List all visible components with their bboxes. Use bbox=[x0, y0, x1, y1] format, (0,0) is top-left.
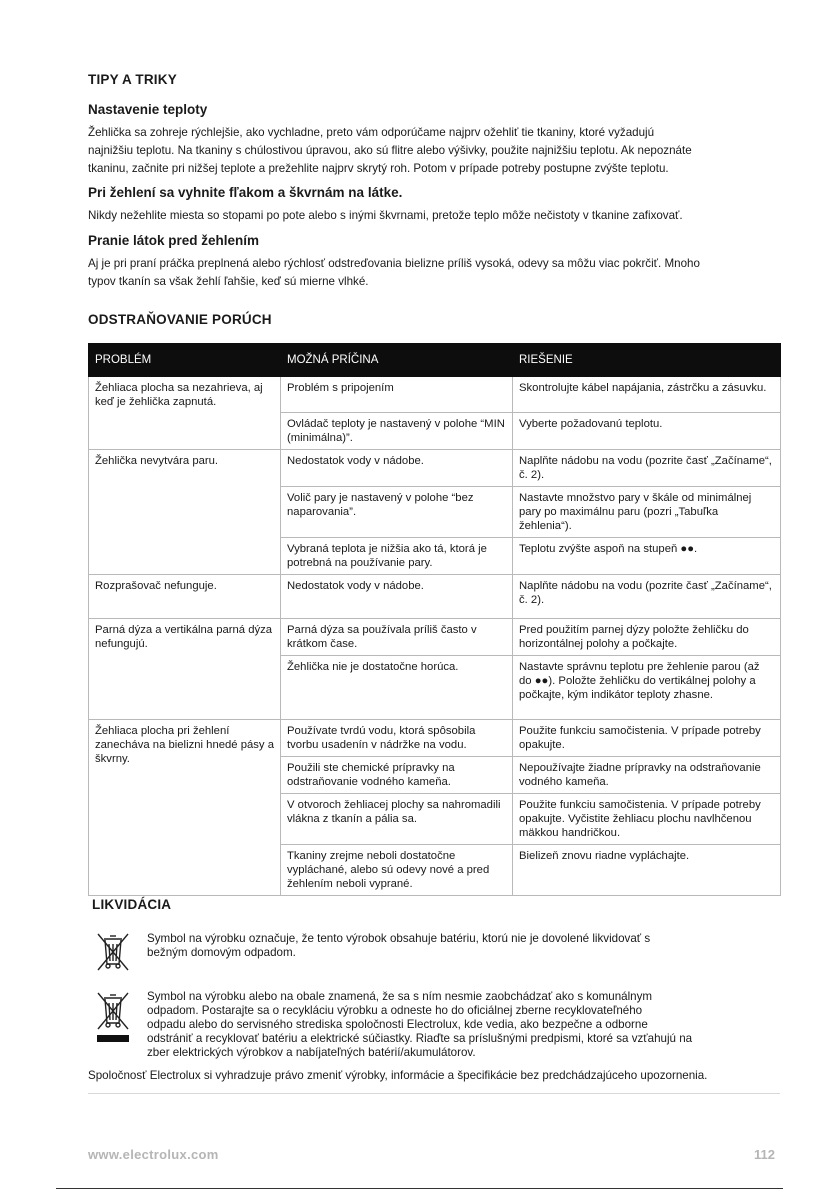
crossed-bin-icon bbox=[96, 931, 130, 976]
text-line: Žehlička sa zohreje rýchlejšie, ako vychladne, preto vám odporúčame najprv ožehliť tie tkaniny, ktoré vyžadujú bbox=[88, 126, 655, 139]
disposal-text-battery bbox=[147, 932, 777, 960]
section-title-washing: Pranie látok pred žehlením bbox=[88, 233, 260, 248]
disposal-heading: LIKVIDÁCIA bbox=[92, 897, 172, 912]
text-line: typov tkanín sa však žehlí ľahšie, keď sú mierne vlhké. bbox=[88, 275, 369, 288]
cause-cell: Používate tvrdú vodu, ktorá spôsobila tvorbu usadenín v nádržke na vodu. bbox=[281, 720, 513, 757]
table-row bbox=[89, 377, 781, 413]
cause-cell: Tkaniny zrejme neboli dostatočne vypláchané, alebo sú odevy nové a pred žehlením neboli vyprané. bbox=[281, 845, 513, 896]
solution-cell: Naplňte nádobu na vodu (pozrite časť „Začíname“, č. 2). bbox=[513, 450, 781, 487]
text-line: Symbol na výrobku označuje, že tento výrobok obsahuje batériu, ktorú nie je dovolené likvidovať s bbox=[147, 932, 651, 945]
cause-cell: Parná dýza sa používala príliš často v krátkom čase. bbox=[281, 619, 513, 656]
divider bbox=[88, 1093, 780, 1094]
solution-cell: Naplňte nádobu na vodu (pozrite časť „Začíname“, č. 2). bbox=[513, 575, 781, 619]
solution-cell: Použite funkciu samočistenia. V prípade potreby opakujte. Vyčistite žehliacu plochu navlhčenou mäkkou handričkou. bbox=[513, 794, 781, 845]
cause-cell: Žehlička nie je dostatočne horúca. bbox=[281, 656, 513, 720]
troubleshooting-heading: ODSTRAŇOVANIE PORÚCH bbox=[88, 312, 272, 327]
text-line: Aj je pri praní práčka preplnená alebo rýchlosť odstreďovania bielizne príliš vysoká, odevy sa môžu viac pokrčiť. Mnoho bbox=[88, 257, 700, 270]
cause-cell: V otvoroch žehliacej plochy sa nahromadili vlákna z tkanín a pália sa. bbox=[281, 794, 513, 845]
text-line: Nikdy nežehlite miesta so stopami po pote alebo s inými škvrnami, pretože teplo môže nečistoty v tkanine zafixovať. bbox=[88, 209, 683, 222]
section-body-temperature bbox=[88, 124, 778, 178]
text-line: Symbol na výrobku alebo na obale znamená, že sa s ním nesmie zaobchádzať ako s komunálnym bbox=[147, 990, 653, 1003]
section-title-stains: Pri žehlení sa vyhnite fľakom a škvrnám na látke. bbox=[88, 185, 403, 200]
problem-cell: Parná dýza a vertikálna parná dýza nefungujú. bbox=[89, 619, 281, 720]
solution-text: Nastavte správnu teplotu pre žehlenie parou (až do bbox=[519, 661, 760, 687]
table-header-row bbox=[89, 344, 781, 377]
text-line: odstrániť a recyklovať batériu a elektrické súčiastky. Riaďte sa príslušnými predpismi, ktoré sa vzťahujú na bbox=[147, 1032, 693, 1045]
bottom-rule bbox=[56, 1188, 783, 1189]
solution-cell: Pred použitím parnej dýzy položte žehličku do horizontálnej polohy a počkajte. bbox=[513, 619, 781, 656]
solution-cell: Nepoužívajte žiadne prípravky na odstraňovanie vodného kameňa. bbox=[513, 757, 781, 794]
cause-cell: Ovládač teploty je nastavený v polohe “MIN (minimálna)”. bbox=[281, 413, 513, 450]
cause-cell: Nedostatok vody v nádobe. bbox=[281, 450, 513, 487]
troubleshooting-table bbox=[88, 343, 781, 896]
cause-cell: Nedostatok vody v nádobe. bbox=[281, 575, 513, 619]
column-header-problem: PROBLÉM bbox=[89, 344, 281, 377]
text-line: tkaninu, začnite pri nižšej teplote a prežehlite najprv skrytý roh. Potom v prípade potreby postupne zvýšte teplotu. bbox=[88, 162, 669, 175]
page-number: 112 bbox=[754, 1147, 775, 1162]
column-header-cause: MOŽNÁ PRÍČINA bbox=[281, 344, 513, 377]
text-line: odpadom. Postarajte sa o recykláciu výrobku a odneste ho do oficiálnej zberne recyklovateľného bbox=[147, 1004, 643, 1017]
cause-cell: Problém s pripojením bbox=[281, 377, 513, 413]
crossed-bin-bar-icon bbox=[96, 990, 130, 1049]
problem-cell: Žehliaca plocha sa nezahrieva, aj keď je žehlička zapnutá. bbox=[89, 377, 281, 450]
disclaimer: Spoločnosť Electrolux si vyhradzuje právo zmeniť výrobky, informácie a špecifikácie bez predchádzajúceho upozornenia. bbox=[88, 1069, 708, 1082]
solution-text-rest: ). Položte žehličku do vertikálnej polohy a počkajte, kým indikátor teploty zhasne. bbox=[519, 675, 756, 701]
solution-cell bbox=[513, 656, 781, 720]
solution-text: Teplotu zvýšte aspoň na stupeň bbox=[519, 543, 678, 555]
table-row bbox=[89, 720, 781, 757]
text-line: bežným domovým odpadom. bbox=[147, 946, 296, 959]
solution-cell: Vyberte požadovanú teplotu. bbox=[513, 413, 781, 450]
text-line: odpadu alebo do servisného strediska spoločnosti Electrolux, kde vedia, ako bezpečne a odborne bbox=[147, 1018, 648, 1031]
column-header-solution: RIEŠENIE bbox=[513, 344, 781, 377]
temperature-dots: ●● bbox=[534, 675, 549, 687]
solution-cell: Skontrolujte kábel napájania, zástrčku a zásuvku. bbox=[513, 377, 781, 413]
cause-cell: Vybraná teplota je nižšia ako tá, ktorá je potrebná na používanie pary. bbox=[281, 538, 513, 575]
solution-cell: Bielizeň znovu riadne vypláchajte. bbox=[513, 845, 781, 896]
section-body-washing bbox=[88, 255, 778, 291]
cause-cell: Použili ste chemické prípravky na odstraňovanie vodného kameňa. bbox=[281, 757, 513, 794]
section-title-temperature: Nastavenie teploty bbox=[88, 102, 208, 117]
table-row bbox=[89, 575, 781, 619]
solution-cell: Nastavte množstvo pary v škále od minimálnej pary po maximálnu paru (pozri „Tabuľka žehlenia“). bbox=[513, 487, 781, 538]
temperature-dots: ●●. bbox=[680, 543, 698, 555]
cause-cell: Volič pary je nastavený v polohe “bez naparovania”. bbox=[281, 487, 513, 538]
table-row bbox=[89, 450, 781, 487]
footer-url: www.electrolux.com bbox=[88, 1147, 219, 1162]
tips-heading: TIPY A TRIKY bbox=[88, 72, 177, 87]
solution-cell: Použite funkciu samočistenia. V prípade potreby opakujte. bbox=[513, 720, 781, 757]
problem-cell: Rozprašovač nefunguje. bbox=[89, 575, 281, 619]
text-line: najnižšiu teplotu. Na tkaniny s chúlostivou úpravou, ako sú flitre alebo výšivky, použite najnižšiu teplotu. Ak nepoznáte bbox=[88, 144, 692, 157]
section-body-stains bbox=[88, 207, 778, 225]
text-line: zber elektrických výrobkov a nabíjateľných batérií/akumulátorov. bbox=[147, 1046, 476, 1059]
problem-cell: Žehliaca plocha pri žehlení zanecháva na bielizni hnedé pásy a škvrny. bbox=[89, 720, 281, 896]
table-row bbox=[89, 619, 781, 656]
disposal-text-product bbox=[147, 990, 777, 1060]
problem-cell: Žehlička nevytvára paru. bbox=[89, 450, 281, 575]
solution-cell bbox=[513, 538, 781, 575]
